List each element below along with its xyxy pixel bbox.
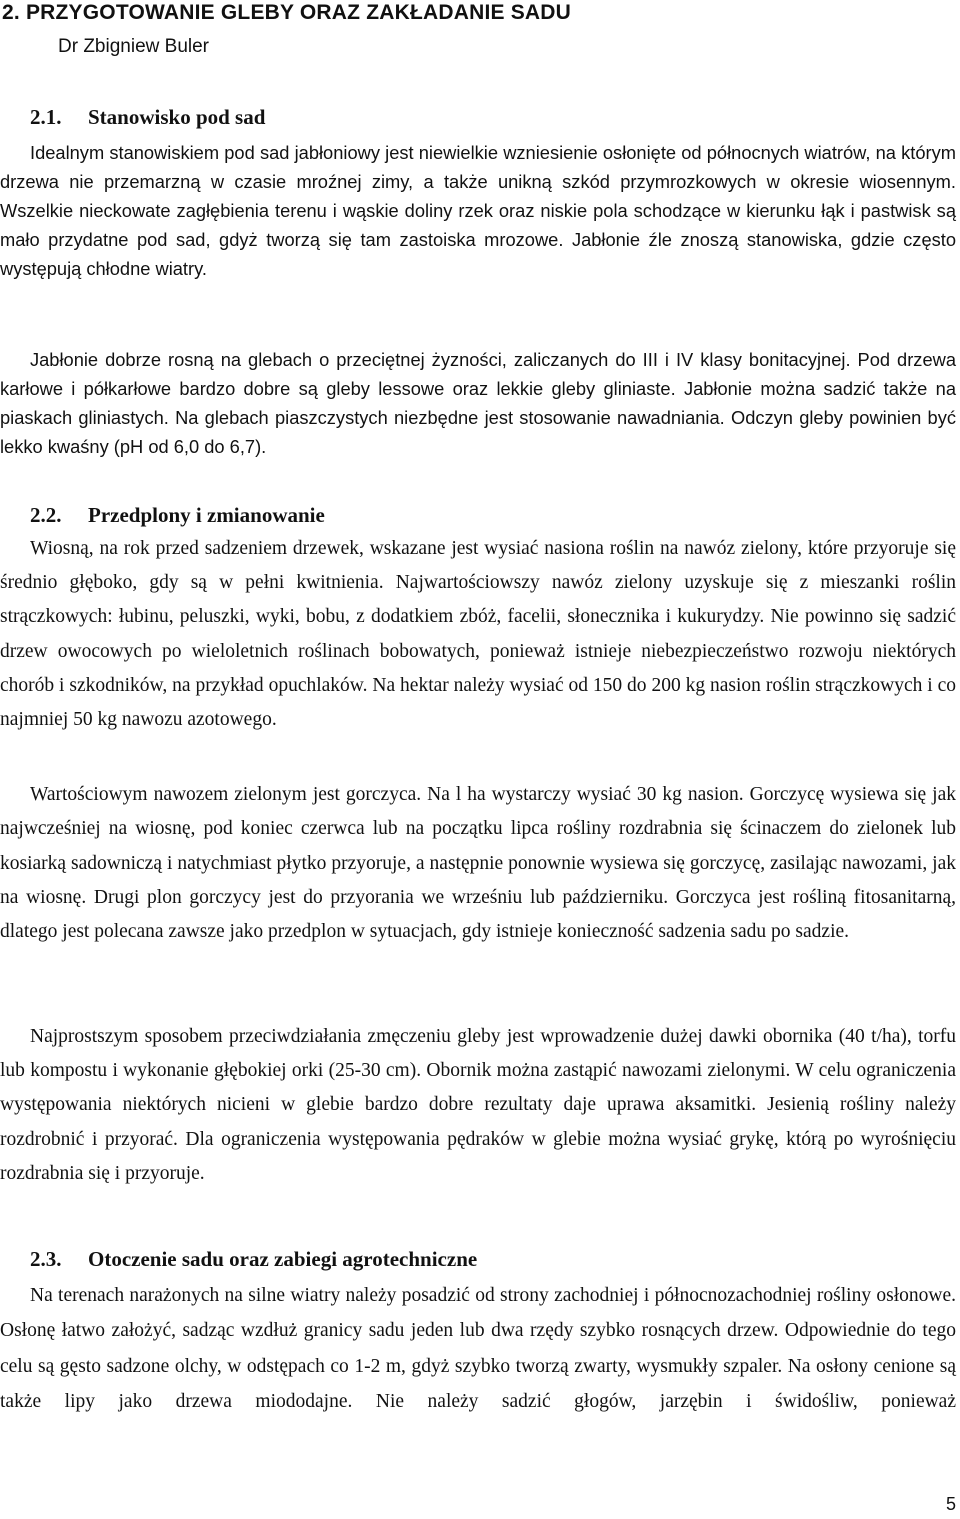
- document-title: 2. PRZYGOTOWANIE GLEBY ORAZ ZAKŁADANIE SADU: [2, 1, 572, 24]
- paragraph: Idealnym stanowiskiem pod sad jabłoniowy jest niewielkie wzniesienie osłonięte od północnych wiatrów, na którym drzewa nie przemarzną w czasie mroźnej zimy, a także unikną szkód przymrozkowych w okresie wiosennym. Wszelkie nieckowate zagłębienia terenu i wąskie doliny rzek oraz niskie pola schodzące w kierunku łąk i pastwisk są mało przydatne pod sad, gdyż tworzą się tam zastoiska mrozowe. Jabłonie źle znoszą stanowiska, gdzie często występują chłodne wiatry.: [0, 142, 956, 279]
- section-title: Przedplony i zmianowanie: [88, 503, 325, 527]
- section-heading: [30, 104, 265, 130]
- section-number: 2.1.: [30, 105, 62, 129]
- paragraph: Na terenach narażonych na silne wiatry należy posadzić od strony zachodniej i północnozachodniej rośliny osłonowe. Osłonę łatwo założyć, sadząc wzdłuż granicy sadu jeden lub dwa rzędy szybko rosnących drzew. Odpowiednie do tego celu są gęsto sadzone olchy, w odstępach co 1-2 m, gdyż szybko tworzą zwarty, wysmukły szpaler. Na osłony cenione są także lipy jako drzewa miododajne. Nie należy sadzić głogów, jarzębin i świdośliw, ponieważ: [0, 1285, 956, 1412]
- paragraph: Najprostszym sposobem przeciwdziałania zmęczeniu gleby jest wprowadzenie dużej dawki obornika (40 t/ha), torfu lub kompostu i wykonanie głębokiej orki (25-30 cm). Obornik można zastąpić nawozami zielonymi. W celu ograniczenia występowania niektórych nicieni w glebie bardzo dobre rezultaty daje uprawa aksamitki. Jesienią rośliny należy rozdrobnić i przyorać. Dla ograniczenia występowania pędraków w glebie można wysiać grykę, którą po wyrośnięciu rozdrabnia się i przyoruje.: [0, 1026, 956, 1184]
- paragraph: Wiosną, na rok przed sadzeniem drzewek, wskazane jest wysiać nasiona roślin na nawóz zielony, które przyoruje się średnio głęboko, gdy są w pełni kwitnienia. Najwartościowszy nawóz zielony uzyskuje się z mieszanki roślin strączkowych: łubinu, peluszki, wyki, bobu, z dodatkiem zbóż, facelii, słonecznika i kukurydzy. Nie powinno się sadzić drzew owocowych po wieloletnich roślinach bobowatych, ponieważ istnieje niebezpieczeństwo rozwoju niektórych chorób i szkodników, na przykład opuchlaków. Na hektar należy wysiać od 150 do 200 kg nasion roślin strączkowych i co najmniej 50 kg nawozu azotowego.: [0, 538, 956, 731]
- section-heading: [30, 502, 325, 528]
- document-author: Dr Zbigniew Buler: [58, 36, 209, 57]
- paragraph: Jabłonie dobrze rosną na glebach o przeciętnej żyzności, zaliczanych do III i IV klasy bonitacyjnej. Pod drzewa karłowe i półkarłowe bardzo dobre są gleby lessowe oraz lekkie gleby gliniaste. Jabłonie można sadzić także na piaskach gliniastych. Na glebach piaszczystych niezbędne jest stosowanie nawadniania. Odczyn gleby powinien być lekko kwaśny (pH od 6,0 do 6,7).: [0, 349, 956, 457]
- section-title: Stanowisko pod sad: [88, 105, 266, 129]
- paragraph: Wartościowym nawozem zielonym jest gorczyca. Na l ha wystarczy wysiać 30 kg nasion. Gorczycę wysiewa się jak najwcześniej na wiosnę, pod koniec czerwca lub na początku lipca rośliny rozdrabnia się ścinaczem do zielonek lub kosiarką sadowniczą i natychmiast płytko przyoruje, a następnie ponownie wysiewa się gorczycę, zasilając nawozami, jak na wiosnę. Drugi plon gorczycy jest do przyorania we wrześniu lub październiku. Gorczyca jest rośliną fitosanitarną, dlatego jest polecana zawsze jako przedplon w sytuacjach, gdy istnieje konieczność sadzenia sadu po sadzie.: [0, 784, 956, 943]
- section-number: 2.2.: [30, 503, 62, 527]
- section-title: Otoczenie sadu oraz zabiegi agrotechniczne: [88, 1247, 478, 1271]
- section-heading: [30, 1246, 477, 1272]
- page-number: 5: [945, 1494, 956, 1514]
- section-number: 2.3.: [30, 1247, 62, 1271]
